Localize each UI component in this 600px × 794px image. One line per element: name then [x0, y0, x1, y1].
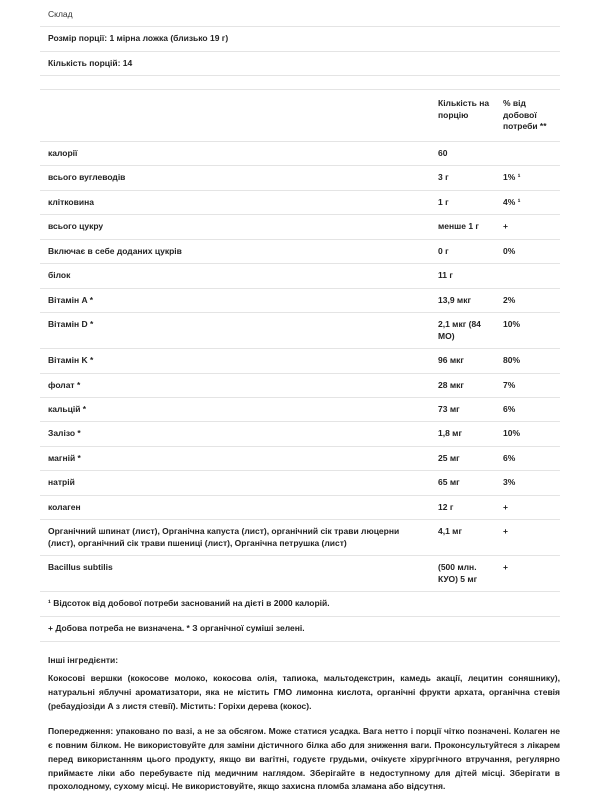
nutrient-daily-value: 80%: [495, 349, 560, 373]
nutrient-name: Включає в себе доданих цукрів: [40, 239, 430, 263]
nutrition-table-header: [40, 90, 560, 141]
nutrient-amount: 2,1 мкг (84 МО): [430, 313, 495, 349]
nutrient-amount: 13,9 мкг: [430, 288, 495, 312]
nutrient-amount: 1,8 мг: [430, 422, 495, 446]
table-row: [40, 166, 560, 190]
nutrient-daily-value: 6%: [495, 446, 560, 470]
table-row: [40, 471, 560, 495]
nutrient-name: Bacillus subtilis: [40, 556, 430, 592]
nutrient-name: Вітамін K *: [40, 349, 430, 373]
nutrient-daily-value: 4% ¹: [495, 190, 560, 214]
nutrient-amount: 4,1 мг: [430, 520, 495, 556]
nutrient-amount: 3 г: [430, 166, 495, 190]
table-row: [40, 397, 560, 421]
header-percent-daily-value: % від добової потреби **: [495, 90, 560, 141]
nutrient-name: фолат *: [40, 373, 430, 397]
other-ingredients-label: Інші інгредієнти:: [48, 654, 119, 665]
nutrient-name: всього цукру: [40, 215, 430, 239]
nutrient-amount: 65 мг: [430, 471, 495, 495]
nutrient-daily-value: 3%: [495, 471, 560, 495]
other-ingredients-text: Кокосові вершки (кокосове молоко, кокосова олія, тапиока, мальтодекстрин, камедь акації, лецитин соняшнику), натуральні яблучні ароматизатори, яка не містить ГМО лимонна кислота, органічні фрукти архата, органічна стевія (ребаудіозіди A з листя стевії). Містить: Горіхи дерева (кокос).: [48, 672, 560, 711]
composition-label: Склад: [40, 0, 560, 27]
nutrient-amount: 12 г: [430, 495, 495, 519]
nutrient-daily-value: 0%: [495, 239, 560, 263]
nutrient-daily-value: +: [495, 556, 560, 592]
nutrient-daily-value: 10%: [495, 422, 560, 446]
table-header-row: [40, 90, 560, 141]
nutrient-amount: 60: [430, 141, 495, 165]
nutrition-table: [40, 89, 560, 592]
nutrient-name: всього вуглеводів: [40, 166, 430, 190]
nutrient-name: Залізо *: [40, 422, 430, 446]
table-row: [40, 422, 560, 446]
table-row: [40, 288, 560, 312]
table-row: [40, 264, 560, 288]
nutrient-amount: 1 г: [430, 190, 495, 214]
table-row: [40, 446, 560, 470]
nutrient-daily-value: 2%: [495, 288, 560, 312]
nutrient-daily-value: 1% ¹: [495, 166, 560, 190]
nutrient-name: магній *: [40, 446, 430, 470]
nutrient-amount: 11 г: [430, 264, 495, 288]
table-row: [40, 373, 560, 397]
warning-text: Попередження: упаковано по вазі, а не за обсягом. Може статися усадка. Вага нетто і порції чітко позначені. Колаген не є повним білком. Не використовуйте для заміни дістичного білка або для зниження ваги. Проконсультуйтеся з лікарем перед використанням цього продукту, якщо ви вагітні, годуєте грудьми, очікуєте хірургічного втручання, регулярно приймаєте ліки або перебуваєте під медичним наглядом. Зберігайте в недоступному для дітей місці. Зберігати в прохолодному, сухому місці. Не використовуйте, якщо захисна пломба зламана або відсутня.: [48, 726, 560, 792]
table-row: [40, 556, 560, 592]
table-row: [40, 495, 560, 519]
nutrient-daily-value: +: [495, 520, 560, 556]
nutrient-daily-value: 7%: [495, 373, 560, 397]
nutrient-amount: менше 1 г: [430, 215, 495, 239]
servings-per-container-row: Кількість порцій: 14: [40, 52, 560, 76]
nutrient-daily-value: +: [495, 495, 560, 519]
nutrient-daily-value: [495, 141, 560, 165]
serving-size-row: Розмір порції: 1 мірна ложка (близько 19 г): [40, 27, 560, 51]
nutrient-name: клітковина: [40, 190, 430, 214]
nutrient-amount: (500 млн. КУО) 5 мг: [430, 556, 495, 592]
nutrient-name: Вітамін A *: [40, 288, 430, 312]
table-row: [40, 141, 560, 165]
table-row: [40, 520, 560, 556]
table-row: [40, 349, 560, 373]
header-amount-per-serving: Кількість на порцію: [430, 90, 495, 141]
table-row: [40, 190, 560, 214]
table-row: [40, 239, 560, 263]
nutrient-name: калорії: [40, 141, 430, 165]
nutrient-daily-value: 6%: [495, 397, 560, 421]
nutrient-name: Вітамін D *: [40, 313, 430, 349]
table-row: [40, 215, 560, 239]
nutrient-amount: 28 мкг: [430, 373, 495, 397]
footnote-undetermined-daily-value: + Добова потреба не визначена. * З органічної суміші зелені.: [40, 617, 560, 642]
nutrient-name: кальцій *: [40, 397, 430, 421]
nutrient-name: Органічний шпинат (лист), Органічна капуста (лист), органічний сік трави люцерни (лист), органічний сік трави пшениці (лист), Органічна петрушка (лист): [40, 520, 430, 556]
nutrient-daily-value: 10%: [495, 313, 560, 349]
nutrient-amount: 0 г: [430, 239, 495, 263]
table-row: [40, 313, 560, 349]
footnote-daily-value-basis: ¹ Відсоток від добової потреби заснований на дієті в 2000 калорій.: [40, 592, 560, 617]
header-nutrient: [40, 90, 430, 141]
nutrient-name: колаген: [40, 495, 430, 519]
nutrient-amount: 25 мг: [430, 446, 495, 470]
nutrient-daily-value: +: [495, 215, 560, 239]
nutrition-table-body: [40, 141, 560, 591]
nutrient-amount: 96 мкг: [430, 349, 495, 373]
nutrient-name: натрій: [40, 471, 430, 495]
nutrient-amount: 73 мг: [430, 397, 495, 421]
nutrient-daily-value: [495, 264, 560, 288]
nutrient-name: білок: [40, 264, 430, 288]
spacer: [40, 76, 560, 89]
